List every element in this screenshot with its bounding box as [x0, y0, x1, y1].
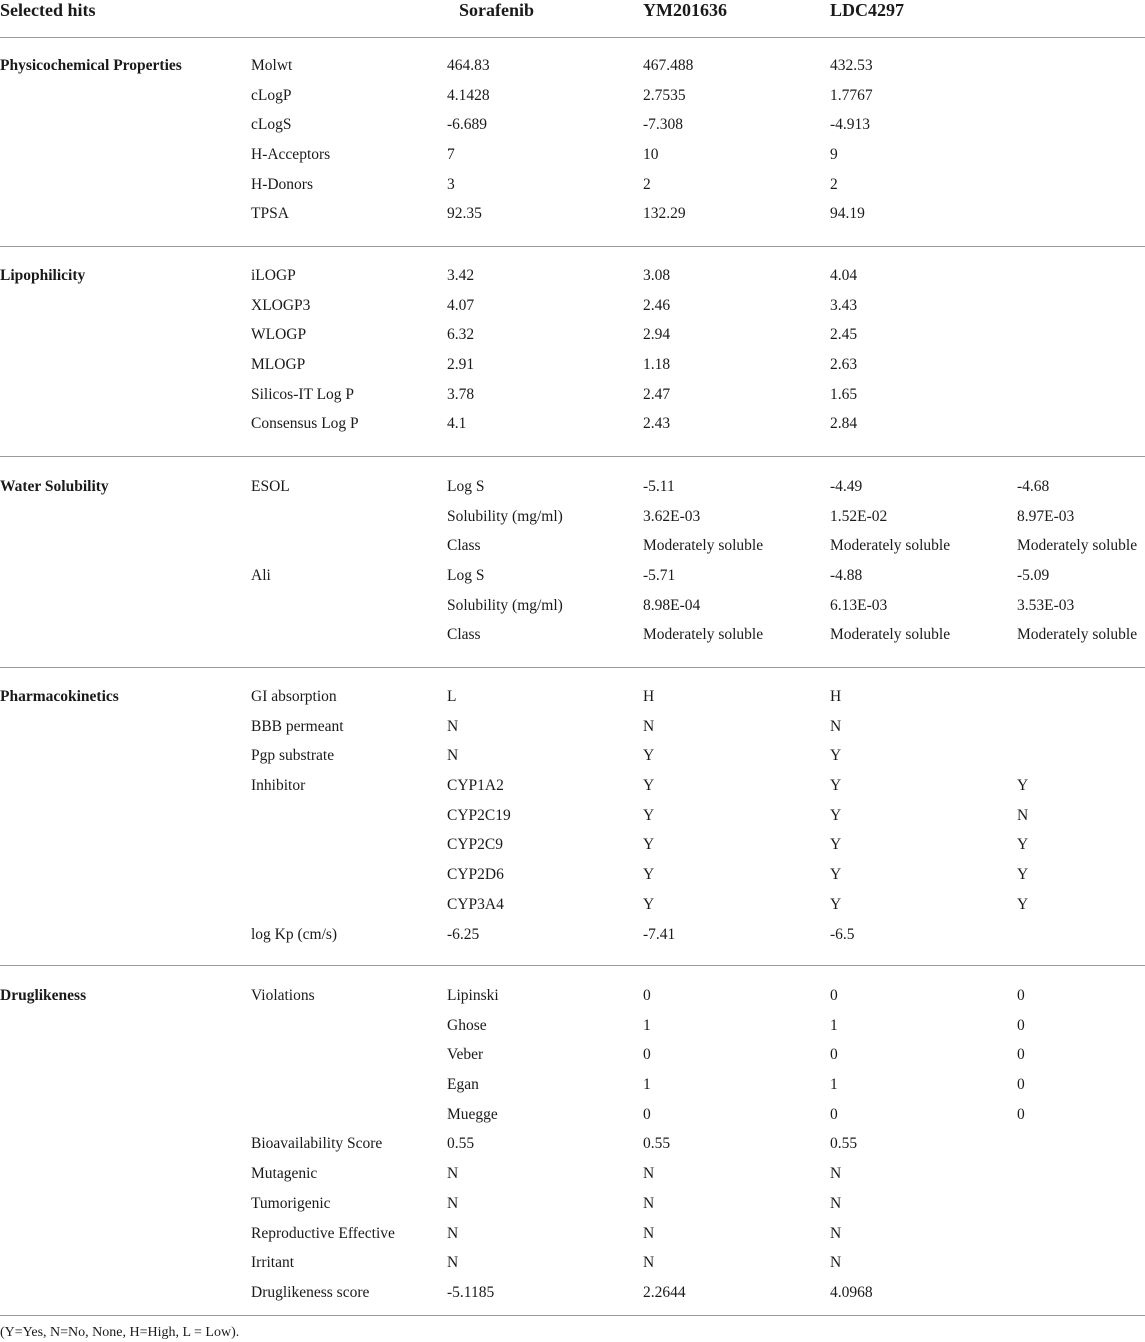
table-cell: Y: [643, 747, 655, 765]
table-cell: N: [447, 1194, 459, 1212]
table-cell: Y: [830, 806, 842, 824]
table-cell: 4.1: [447, 415, 467, 433]
table-cell: -5.71: [643, 567, 676, 585]
table-cell: 132.29: [643, 205, 686, 223]
table-cell: Moderately soluble: [1017, 537, 1138, 555]
table-cell: 2: [643, 175, 651, 193]
table-cell: Y: [830, 777, 842, 795]
table-cell: N: [643, 1194, 655, 1212]
table-cell: Ghose: [447, 1016, 487, 1034]
table-cell: Class: [447, 537, 481, 555]
table-cell: 3: [447, 175, 455, 193]
table-cell: CYP2D6: [447, 866, 504, 884]
table-cell: H: [643, 688, 655, 705]
table-row: [0, 477, 1145, 507]
table-row: [0, 895, 1145, 925]
table-cell: Reproductive Effective: [251, 1224, 395, 1242]
table-cell: 467.488: [643, 57, 694, 74]
table-cell: H-Donors: [251, 175, 313, 193]
table-cell: -6.25: [447, 925, 480, 943]
table-cell: 432.53: [830, 57, 873, 74]
table-section: [0, 56, 1145, 247]
table-cell: 3.42: [447, 267, 475, 284]
table-cell: 0: [643, 1046, 651, 1064]
table-row: [0, 717, 1145, 747]
table-cell: 0: [1017, 987, 1025, 1004]
table-cell: Pgp substrate: [251, 747, 335, 765]
table-cell: 92.35: [447, 205, 482, 223]
table-cell: 1.18: [643, 356, 671, 374]
table-cell: Lipinski: [447, 987, 499, 1004]
table-cell: 94.19: [830, 205, 865, 223]
table-cell: N: [447, 1165, 459, 1183]
table-row: [0, 1016, 1145, 1046]
table-row: [0, 1134, 1145, 1164]
table-cell: Mutagenic: [251, 1165, 318, 1183]
table-cell: 0.55: [830, 1135, 858, 1153]
table-cell: 0: [1017, 1105, 1025, 1123]
table-cell: -4.913: [830, 116, 871, 134]
table-cell: 2.45: [830, 326, 858, 344]
table-cell: H-Acceptors: [251, 146, 331, 164]
table-cell: 1.52E-02: [830, 507, 888, 525]
table-cell: CYP2C19: [447, 806, 511, 824]
table-cell: Molwt: [251, 57, 293, 74]
table-cell: Y: [643, 777, 655, 795]
table-cell: Y: [830, 747, 842, 765]
table-row: [0, 925, 1145, 955]
table-cell: 0.55: [643, 1135, 671, 1153]
table-cell: 1: [643, 1076, 651, 1094]
table-cell: Inhibitor: [251, 777, 306, 795]
table-cell: 2.63: [830, 356, 858, 374]
table-cell: -4.88: [830, 567, 863, 585]
table-cell: -6.689: [447, 116, 488, 134]
table-section: [0, 986, 1145, 1316]
table-cell: 2.84: [830, 415, 858, 433]
table-footnote: (Y=Yes, N=No, None, H=High, L = Low).: [0, 1325, 240, 1340]
table-cell: Moderately soluble: [643, 626, 764, 644]
table-row: [0, 115, 1145, 145]
table-cell: Veber: [447, 1046, 484, 1064]
table-cell: 2.94: [643, 326, 671, 344]
table-header: [0, 0, 1145, 38]
table-cell: 4.0968: [830, 1283, 873, 1301]
table-cell: Moderately soluble: [830, 537, 951, 555]
table-cell: 0: [1017, 1076, 1025, 1094]
table-cell: Y: [1017, 895, 1029, 913]
table-cell: 6.32: [447, 326, 475, 344]
header-selected-hits: Selected hits: [0, 0, 96, 20]
table-cell: Druglikeness score: [251, 1283, 370, 1301]
table-section: [0, 266, 1145, 457]
table-cell: 9: [830, 146, 838, 164]
table-cell: Solubility (mg/ml): [447, 507, 563, 525]
table-cell: -5.1185: [447, 1283, 495, 1301]
header-ym201636: YM201636: [643, 0, 727, 20]
table-cell: 3.53E-03: [1017, 596, 1075, 614]
table-cell: 1: [830, 1016, 838, 1034]
table-cell: 0: [1017, 1046, 1025, 1064]
table-cell: Y: [830, 836, 842, 854]
table-cell: Y: [643, 895, 655, 913]
table-row: [0, 1224, 1145, 1254]
table-cell: 2.91: [447, 356, 475, 374]
table-cell: BBB permeant: [251, 717, 344, 735]
table-cell: -4.68: [1017, 478, 1050, 495]
table-row: [0, 865, 1145, 895]
table-cell: 3.08: [643, 267, 671, 284]
table-row: [0, 986, 1145, 1016]
table-cell: cLogP: [251, 86, 292, 104]
table-row: [0, 296, 1145, 326]
table-cell: 4.1428: [447, 86, 490, 104]
table-section: [0, 477, 1145, 668]
table-row: [0, 1253, 1145, 1283]
table-cell: N: [830, 717, 842, 735]
table-cell: 1: [643, 1016, 651, 1034]
table-cell: 2.2644: [643, 1283, 686, 1301]
table-cell: 10: [643, 146, 659, 164]
section-title: Druglikeness: [0, 987, 87, 1004]
table-cell: CYP1A2: [447, 777, 504, 795]
table-cell: 0: [830, 1046, 838, 1064]
table-cell: 6.13E-03: [830, 596, 888, 614]
table-cell: 2.7535: [643, 86, 686, 104]
table-cell: L: [447, 688, 457, 705]
table-cell: Y: [643, 866, 655, 884]
table-cell: Muegge: [447, 1105, 498, 1123]
table-cell: 4.04: [830, 267, 858, 284]
table-cell: N: [643, 1165, 655, 1183]
table-row: [0, 806, 1145, 836]
table-cell: Y: [1017, 866, 1029, 884]
table-cell: Irritant: [251, 1254, 295, 1272]
table-cell: 4.07: [447, 296, 475, 314]
table-cell: Moderately soluble: [830, 626, 951, 644]
table-cell: -7.41: [643, 925, 676, 943]
table-cell: Solubility (mg/ml): [447, 596, 563, 614]
table-cell: Y: [1017, 777, 1029, 795]
table-cell: 0: [830, 987, 838, 1004]
table-cell: iLOGP: [251, 267, 296, 284]
table-cell: 3.78: [447, 385, 475, 403]
section-title: Physicochemical Properties: [0, 57, 182, 74]
table-row: [0, 746, 1145, 776]
table-row: [0, 1045, 1145, 1075]
table-cell: N: [447, 717, 459, 735]
table-cell: 3.62E-03: [643, 507, 701, 525]
table-row: [0, 625, 1145, 655]
table-cell: N: [830, 1254, 842, 1272]
table-cell: 2: [830, 175, 838, 193]
table-cell: Y: [830, 895, 842, 913]
table-cell: Y: [643, 806, 655, 824]
table-cell: Class: [447, 626, 481, 644]
table-cell: MLOGP: [251, 356, 306, 374]
table-cell: Log S: [447, 478, 485, 495]
table-row: [0, 687, 1145, 717]
table-cell: 2.43: [643, 415, 671, 433]
table-row: [0, 1105, 1145, 1135]
table-cell: Log S: [447, 567, 485, 585]
table-cell: cLogS: [251, 116, 292, 134]
table-row: [0, 204, 1145, 234]
table-row: [0, 145, 1145, 175]
table-cell: Tumorigenic: [251, 1194, 331, 1212]
table-row: [0, 86, 1145, 116]
table-row: [0, 1194, 1145, 1224]
section-title: Pharmacokinetics: [0, 688, 119, 705]
table-row: [0, 776, 1145, 806]
table-cell: N: [447, 747, 459, 765]
table-cell: 1.65: [830, 385, 858, 403]
table-row: [0, 1164, 1145, 1194]
table-cell: CYP2C9: [447, 836, 503, 854]
table-row: [0, 175, 1145, 205]
table-cell: N: [830, 1224, 842, 1242]
table-cell: -5.09: [1017, 567, 1050, 585]
table-cell: Consensus Log P: [251, 415, 359, 433]
table-cell: H: [830, 688, 842, 705]
table-cell: TPSA: [251, 205, 289, 223]
section-title: Water Solubility: [0, 478, 109, 495]
table-row: [0, 536, 1145, 566]
table-cell: Moderately soluble: [643, 537, 764, 555]
table-cell: Ali: [251, 567, 271, 585]
table-cell: WLOGP: [251, 326, 307, 344]
table-row: [0, 1075, 1145, 1105]
table-cell: 1.7767: [830, 86, 873, 104]
table-row: [0, 355, 1145, 385]
table-row: [0, 835, 1145, 865]
section-title: Lipophilicity: [0, 267, 86, 284]
table-cell: Y: [643, 836, 655, 854]
table-row: [0, 596, 1145, 626]
table-cell: 0: [1017, 1016, 1025, 1034]
table-section: [0, 687, 1145, 966]
table-cell: Bioavailability Score: [251, 1135, 383, 1153]
table-cell: 0.55: [447, 1135, 475, 1153]
header-ldc4297: LDC4297: [830, 0, 905, 20]
table-cell: N: [830, 1165, 842, 1183]
table-cell: 2.47: [643, 385, 671, 403]
table-cell: log Kp (cm/s): [251, 925, 338, 943]
table-row: [0, 325, 1145, 355]
table-cell: Silicos-IT Log P: [251, 385, 355, 403]
table-cell: N: [1017, 806, 1029, 824]
table-cell: 0: [643, 987, 651, 1004]
table-cell: -6.5: [830, 925, 855, 943]
table-cell: 464.83: [447, 57, 490, 74]
table-cell: Y: [1017, 836, 1029, 854]
table-cell: ESOL: [251, 478, 290, 495]
table-cell: N: [447, 1224, 459, 1242]
table-cell: 1: [830, 1076, 838, 1094]
table-cell: N: [643, 717, 655, 735]
table-cell: N: [830, 1194, 842, 1212]
table-cell: 0: [643, 1105, 651, 1123]
table-cell: -7.308: [643, 116, 684, 134]
table-cell: XLOGP3: [251, 296, 311, 314]
table-cell: 2.46: [643, 296, 671, 314]
table-cell: GI absorption: [251, 688, 337, 705]
table-cell: N: [643, 1254, 655, 1272]
table-cell: 0: [830, 1105, 838, 1123]
table-row: [0, 414, 1145, 444]
table-cell: 7: [447, 146, 455, 164]
table-cell: N: [643, 1224, 655, 1242]
table-cell: CYP3A4: [447, 895, 504, 913]
table-cell: 3.43: [830, 296, 858, 314]
table-cell: N: [447, 1254, 459, 1272]
table-row: [0, 266, 1145, 296]
table-cell: -4.49: [830, 478, 863, 495]
header-sorafenib: Sorafenib: [459, 0, 535, 20]
table-cell: Moderately soluble: [1017, 626, 1138, 644]
table-cell: 8.97E-03: [1017, 507, 1075, 525]
table-row: [0, 385, 1145, 415]
table-cell: Y: [830, 866, 842, 884]
table-row: [0, 56, 1145, 86]
table-cell: Egan: [447, 1076, 479, 1094]
table-cell: 8.98E-04: [643, 596, 701, 614]
table-cell: -5.11: [643, 478, 675, 495]
table-row: [0, 566, 1145, 596]
table-row: [0, 1283, 1145, 1313]
table-row: [0, 507, 1145, 537]
table-cell: Violations: [251, 987, 315, 1004]
